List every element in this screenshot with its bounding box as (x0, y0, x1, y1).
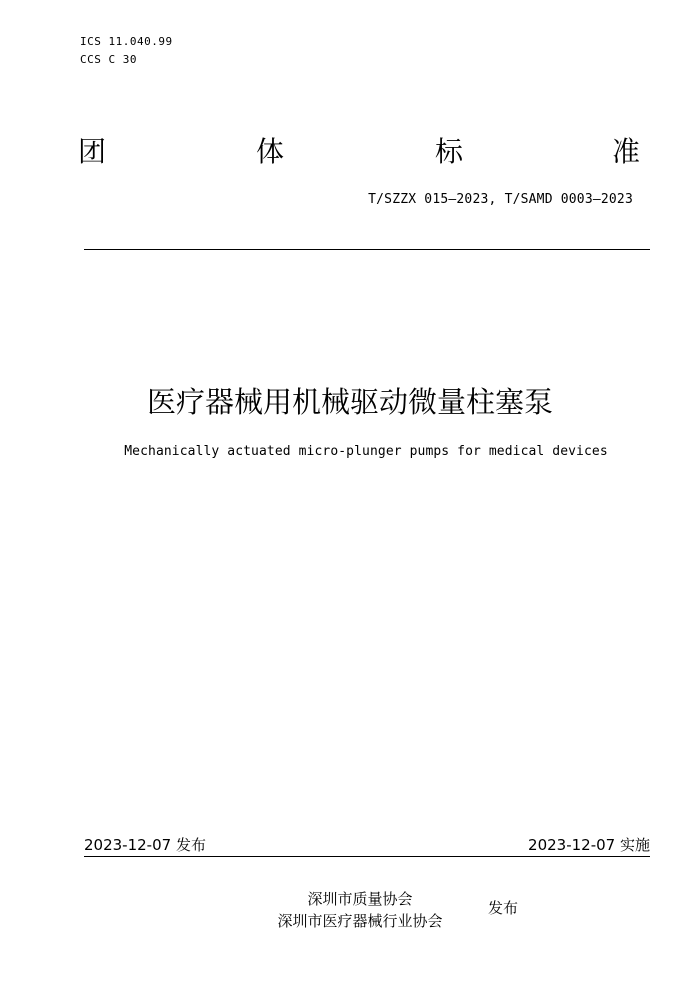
standard-type-char: 标 (435, 135, 464, 168)
standard-type-heading (78, 134, 652, 174)
title-english: Mechanically actuated micro-plunger pumps for medical devices (124, 444, 608, 459)
standard-number: T/SZZX 015—2023, T/SAMD 0003—2023 (368, 192, 633, 207)
issuing-organizations (260, 888, 460, 932)
standard-type-char: 准 (612, 135, 641, 168)
top-divider (84, 249, 650, 250)
issuer-name: 深圳市质量协会 (307, 890, 413, 908)
standard-type-char: 体 (256, 135, 285, 168)
ics-code: ICS 11.040.99 (80, 35, 173, 48)
issuer-name: 深圳市医疗器械行业协会 (277, 912, 443, 930)
publish-date: 2023-12-07 发布 (84, 836, 206, 854)
title-chinese: 医疗器械用机械驱动微量柱塞泵 (146, 385, 553, 419)
standard-type-char: 团 (78, 135, 107, 168)
implementation-date: 2023-12-07 实施 (528, 836, 650, 854)
ccs-code: CCS C 30 (80, 53, 137, 66)
bottom-divider (84, 856, 650, 857)
issue-label: 发布 (488, 899, 519, 917)
